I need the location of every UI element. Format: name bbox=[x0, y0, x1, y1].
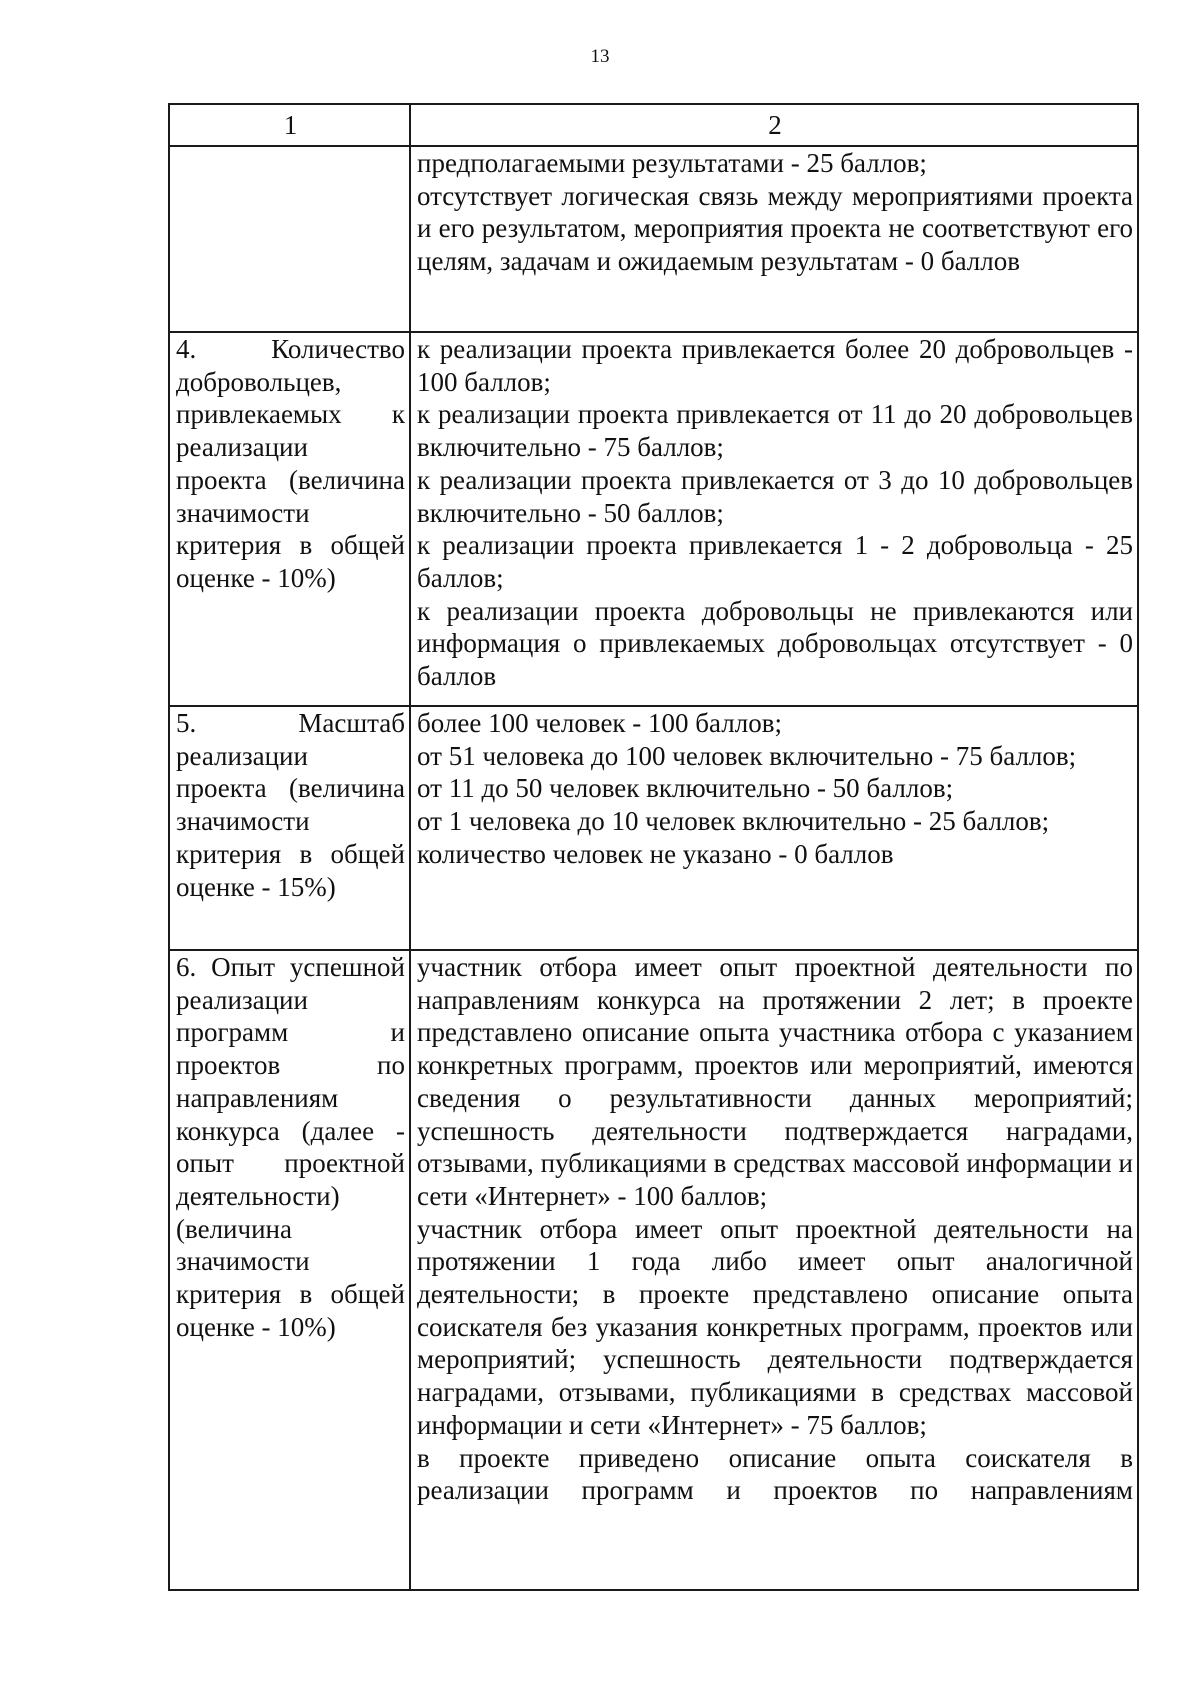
score-item: к реализации проекта привлекается 1 - 2 добровольца - 25 баллов; bbox=[417, 530, 1133, 593]
score-item: к реализации проекта привлекается от 11 до 20 добровольцев включительно - 75 баллов; bbox=[417, 399, 1133, 463]
score-item: к реализации проекта добровольцы не привлекаются или информация о привлекаемых добровольцах отсутствует - 0 баллов bbox=[417, 595, 1133, 692]
table-row bbox=[169, 706, 1138, 950]
criterion-cell: 6. Опыт успешной реализации программ и проектов по направлениям конкурса (далее - опыт проектной деятельности) (величина значимости критерия в общей оценке - 10%) bbox=[169, 950, 410, 1590]
criterion-cell bbox=[169, 146, 410, 332]
table-header-row bbox=[169, 104, 1138, 146]
scores-cell bbox=[410, 950, 1138, 1590]
scores-cell bbox=[410, 146, 1138, 332]
scores-cell bbox=[410, 706, 1138, 950]
table-row bbox=[169, 146, 1138, 332]
column-header-1: 1 bbox=[169, 104, 410, 146]
criterion-cell: 5. Масштаб реализации проекта (величина значимости критерия в общей оценке - 15%) bbox=[169, 706, 410, 950]
score-item: более 100 человек - 100 баллов; bbox=[417, 708, 782, 738]
table-row bbox=[169, 950, 1138, 1590]
score-item: предполагаемыми результатами - 25 баллов; bbox=[417, 148, 927, 178]
score-item: от 51 человека до 100 человек включительно - 75 баллов; bbox=[417, 740, 1077, 771]
score-item: от 1 человека до 10 человек включительно - 25 баллов; bbox=[417, 806, 1050, 837]
score-item: от 11 до 50 человек включительно - 50 баллов; bbox=[417, 773, 954, 804]
score-item: в проекте приведено описание опыта соискателя в реализации программ и проектов по направлениям bbox=[417, 1442, 1133, 1506]
page-number: 13 bbox=[590, 46, 610, 67]
criteria-table bbox=[168, 103, 1139, 1591]
score-item: количество человек не указано - 0 баллов bbox=[417, 838, 894, 869]
column-header-2: 2 bbox=[410, 104, 1138, 146]
score-item: участник отбора имеет опыт проектной деятельности на протяжении 1 года либо имеет опыт аналогичной деятельности; в проекте представлено описание опыта соискателя без указания конкретных программ, проектов или мероприятий; успешность деятельности подтверждается наградами, отзывами, публикациями в средствах массовой информации и сети «Интернет» - 75 баллов; bbox=[417, 1213, 1133, 1440]
criterion-cell: 4. Количество добровольцев, привлекаемых к реализации проекта (величина значимости критерия в общей оценке - 10%) bbox=[169, 332, 410, 706]
score-item: отсутствует логическая связь между мероприятиями проекта и его результатом, мероприятия проекта не соответствуют его целям, задачам и ожидаемым результатам - 0 баллов bbox=[417, 180, 1133, 277]
score-item: к реализации проекта привлекается более 20 добровольцев - 100 баллов; bbox=[417, 334, 1133, 397]
score-item: участник отбора имеет опыт проектной деятельности по направлениям конкурса на протяжении 2 лет; в проекте представлено описание опыта участника отбора с указанием конкретных программ, проектов или мероприятий, имеются сведения о результативности данных мероприятий; успешность деятельности подтверждается наградами, отзывами, публикациями в средствах массовой информации и сети «Интернет» - 100 баллов; bbox=[417, 952, 1133, 1211]
score-item: к реализации проекта привлекается от 3 до 10 добровольцев включительно - 50 баллов; bbox=[417, 464, 1133, 528]
table-row bbox=[169, 332, 1138, 706]
scores-cell bbox=[410, 332, 1138, 706]
